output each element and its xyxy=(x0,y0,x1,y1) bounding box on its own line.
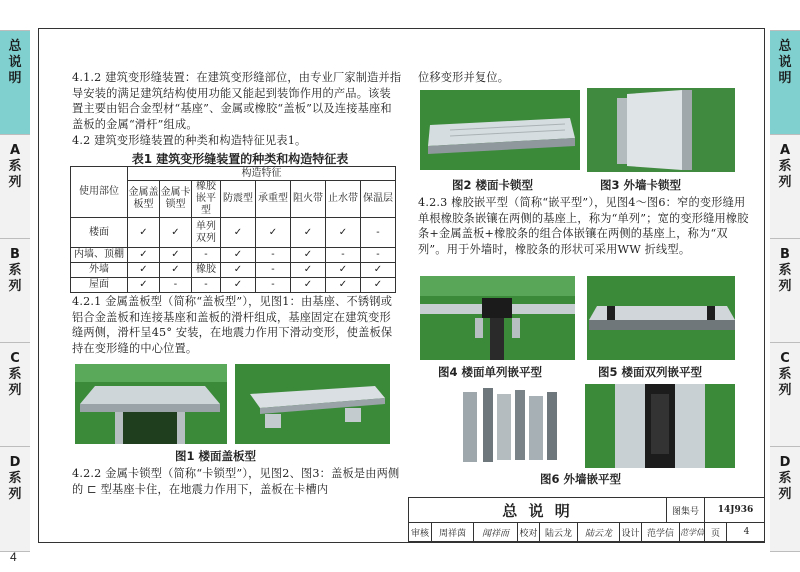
table-cell: - xyxy=(256,278,291,293)
table-cell: ✓ xyxy=(221,278,256,293)
table-row xyxy=(71,248,396,263)
table-cell: - xyxy=(192,248,221,263)
tab-label: A系列 xyxy=(778,143,792,190)
figure-3-image xyxy=(587,88,735,172)
figure-4-image xyxy=(420,276,575,360)
tab-label: B系列 xyxy=(778,247,792,294)
figure-2-caption: 图2 楼面卡锁型 xyxy=(452,178,534,192)
reviewer-name: 周祥茵 xyxy=(431,523,473,541)
reviewer-signature: 闻祥而 xyxy=(473,523,517,541)
paragraph-continuation: 位移变形并复位。 xyxy=(418,71,510,84)
figure-1-caption: 图1 楼面盖板型 xyxy=(175,449,257,463)
col-header: 金属卡锁型 xyxy=(160,181,192,218)
paragraph-4-2: 4.2 建筑变形缝装置的种类和构造特征见表1。 xyxy=(72,134,307,147)
table-cell: - xyxy=(160,278,192,293)
table-cell: ✓ xyxy=(221,218,256,248)
tab-label: D系列 xyxy=(8,455,22,502)
figure-6-caption: 图6 外墙嵌平型 xyxy=(540,472,622,486)
tab-series-b[interactable] xyxy=(770,238,800,344)
title-block-top-row xyxy=(408,497,765,523)
tab-general[interactable] xyxy=(770,30,800,136)
table-cell: - xyxy=(256,263,291,278)
figure-6a-image xyxy=(455,384,565,464)
tab-label: B系列 xyxy=(8,247,22,294)
spec-table xyxy=(70,166,396,293)
col-header: 保温层 xyxy=(361,181,396,218)
page-label: 页 xyxy=(704,523,726,541)
tab-series-c[interactable] xyxy=(770,342,800,448)
group-header: 构造特征 xyxy=(128,167,396,181)
table-cell: ✓ xyxy=(326,263,361,278)
table-cell: - xyxy=(361,218,396,248)
review-label: 审核 xyxy=(410,528,429,539)
col-header: 防震型 xyxy=(221,181,256,218)
table-cell: ✓ xyxy=(291,278,326,293)
row-name: 内墙、顶棚 xyxy=(71,248,128,263)
title-block xyxy=(408,497,765,543)
table-cell: ✓ xyxy=(221,248,256,263)
paragraph-4-2-3: 4.2.3 橡胶嵌平型（简称“嵌平型”），见图4～图6：窄的变形缝用单根橡胶条嵌镶在两侧的基座上，称为“单列”；宽的变形缝用橡胶条+金属盖板+橡胶条的组合体嵌镶在两侧的基座上，称为“双列”。用于外墙时，橡胶条的形状可采用WW 折线型。 xyxy=(418,196,749,256)
paragraph-4-2-1: 4.2.1 金属盖板型（简称“盖板型”），见图1：由基座、不锈钢或铝合金盖板和连接基座和盖板的滑杆组成，基座固定在建筑变形缝两侧，滑杆呈45° 安装，在地震力作用下滑动变形，使盖板保持在变形缝的中心位置。 xyxy=(72,295,393,355)
figure-6b-image xyxy=(585,384,735,468)
tab-series-a[interactable] xyxy=(770,134,800,240)
col-header: 承重型 xyxy=(256,181,291,218)
table-cell: - xyxy=(326,248,361,263)
row-name: 屋面 xyxy=(71,278,128,293)
tab-label: C系列 xyxy=(8,351,22,398)
atlas-label: 图集号 xyxy=(666,498,704,522)
paragraph-4-1-2: 4.1.2 建筑变形缝装置：在建筑变形缝部位，由专业厂家制造并指导安装的满足建筑结构使用功能又能起到装饰作用的产品。该装置主要由铝合金型材“基座”、金属或橡胶“盖板”以及连接基座和盖板的金属“滑杆”组成。 xyxy=(72,71,402,131)
col-header: 阻火带 xyxy=(291,181,326,218)
tab-general[interactable] xyxy=(0,30,30,136)
table-cell: ✓ xyxy=(291,263,326,278)
table-cell: ✓ xyxy=(326,218,361,248)
table-cell: ✓ xyxy=(256,218,291,248)
left-tab-strip xyxy=(0,0,30,540)
table-cell: - xyxy=(192,278,221,293)
table-cell: ✓ xyxy=(128,263,160,278)
col-header: 橡胶嵌平型 xyxy=(192,181,221,218)
table-row xyxy=(71,218,396,248)
checker-signature: 陆云龙 xyxy=(577,523,619,541)
check-label: 校对 xyxy=(517,523,539,541)
right-tab-strip xyxy=(770,0,800,540)
figure-1a-image xyxy=(75,364,227,444)
figure-5-caption: 图5 楼面双列嵌平型 xyxy=(598,365,703,379)
tab-label: C系列 xyxy=(778,351,792,398)
paragraph-4-2-2: 4.2.2 金属卡锁型（简称“卡锁型”），见图2、图3：盖板是由两侧的 ⊏ 型基座卡住，在地震力作用下，盖板在卡槽内 xyxy=(72,467,400,496)
col-header: 金属盖板型 xyxy=(128,181,160,218)
page-value: 4 xyxy=(726,523,766,541)
table-title: 表1 建筑变形缝装置的种类和构造特征表 xyxy=(131,152,349,166)
page-number: 4 xyxy=(10,550,17,564)
table-cell: 单列 双列 xyxy=(192,218,221,248)
tab-label: 总说明 xyxy=(8,39,22,86)
figure-2-image xyxy=(420,90,580,170)
table-cell: - xyxy=(256,248,291,263)
table-cell: ✓ xyxy=(361,263,396,278)
designer-name: 范学信 xyxy=(641,523,679,541)
col-header-use: 使用部位 xyxy=(71,167,128,218)
tab-series-a[interactable] xyxy=(0,134,30,240)
atlas-number: 14J936 xyxy=(704,498,766,522)
table-cell: 橡胶 xyxy=(192,263,221,278)
table-cell: ✓ xyxy=(128,278,160,293)
checker-name: 陆云龙 xyxy=(539,523,577,541)
table-cell: ✓ xyxy=(326,278,361,293)
designer-signature: 范学信 xyxy=(679,523,704,541)
tab-series-d[interactable] xyxy=(770,446,800,552)
title-block-bottom-row xyxy=(408,522,765,542)
table-cell: ✓ xyxy=(291,218,326,248)
table-cell: ✓ xyxy=(160,218,192,248)
table-cell: - xyxy=(361,248,396,263)
table-row xyxy=(71,278,396,293)
table-cell: ✓ xyxy=(361,278,396,293)
figure-5-image xyxy=(587,276,735,360)
row-name: 楼面 xyxy=(71,218,128,248)
tab-label: D系列 xyxy=(778,455,792,502)
table-cell: ✓ xyxy=(160,263,192,278)
table-cell: ✓ xyxy=(128,218,160,248)
figure-4-caption: 图4 楼面单列嵌平型 xyxy=(438,365,543,379)
row-name: 外墙 xyxy=(71,263,128,278)
figure-1b-image xyxy=(235,364,390,444)
tab-label: A系列 xyxy=(8,143,22,190)
table-row xyxy=(71,263,396,278)
figure-3-caption: 图3 外墙卡锁型 xyxy=(600,178,682,192)
tab-series-d[interactable] xyxy=(0,446,30,552)
col-header: 止水带 xyxy=(326,181,361,218)
design-label: 设计 xyxy=(619,523,641,541)
tab-series-b[interactable] xyxy=(0,238,30,344)
table-cell: ✓ xyxy=(160,248,192,263)
tab-label: 总说明 xyxy=(778,39,792,86)
drawing-title: 总 说 明 xyxy=(502,501,573,520)
table-cell: ✓ xyxy=(291,248,326,263)
table-cell: ✓ xyxy=(128,248,160,263)
table-cell: ✓ xyxy=(221,263,256,278)
tab-series-c[interactable] xyxy=(0,342,30,448)
